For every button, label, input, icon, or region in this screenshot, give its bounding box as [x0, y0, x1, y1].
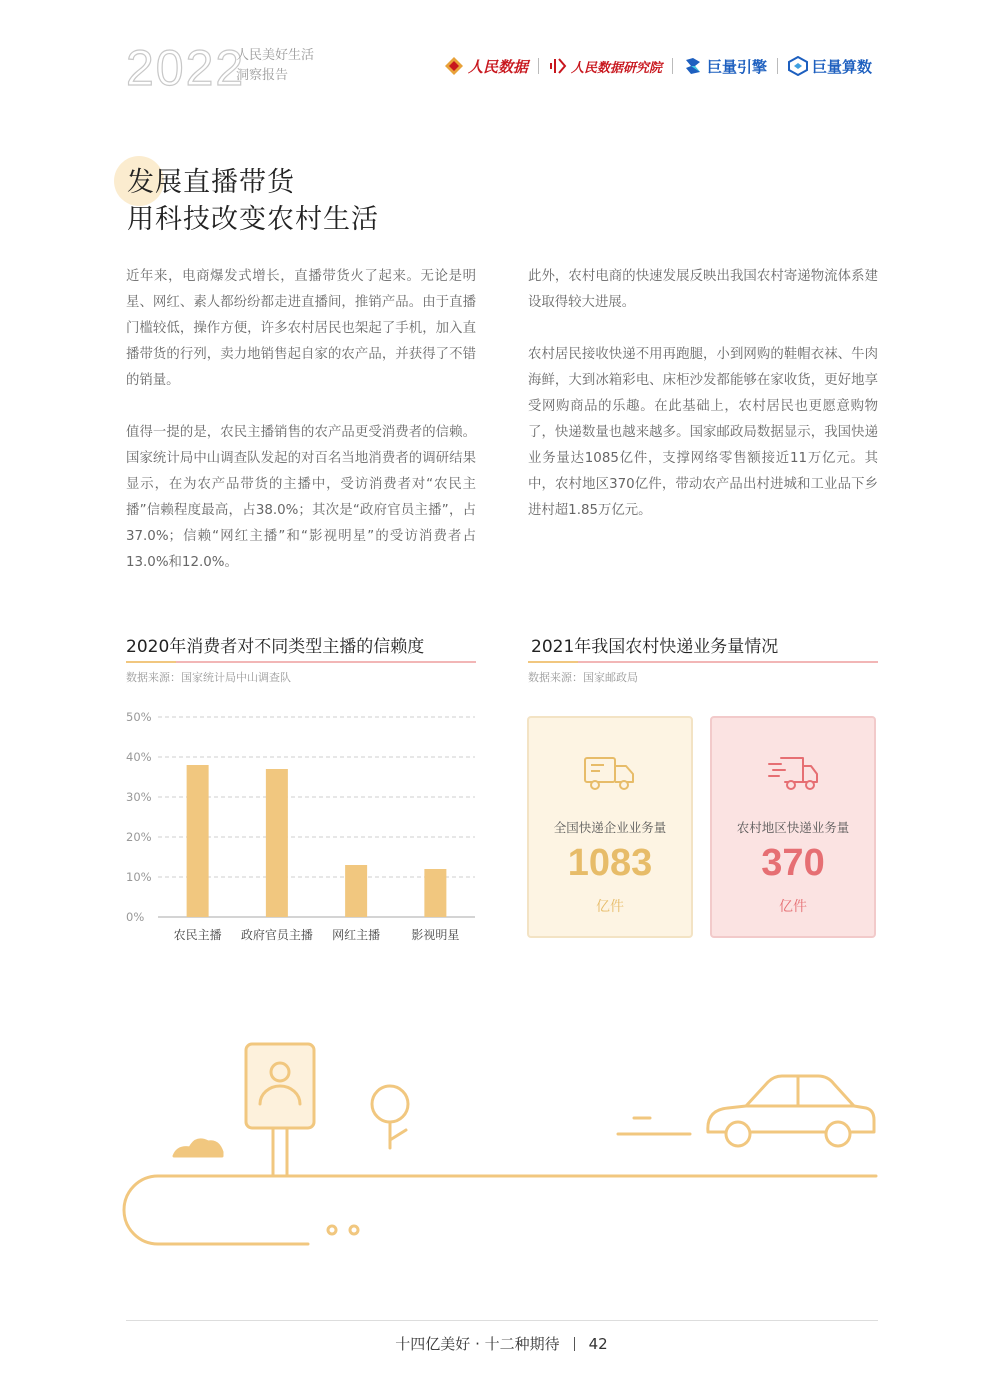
trust-bar-chart [120, 705, 485, 950]
footer-divider [126, 1320, 878, 1321]
logo-divider [777, 58, 778, 74]
express-title: 2021年我国农村快递业务量情况 [531, 637, 779, 657]
people-data-research-logo: 人民数据研究院 [549, 56, 662, 76]
tree-icon [372, 1086, 408, 1148]
bar [345, 865, 367, 917]
section-title-line2: 用科技改变农村生活 [127, 204, 379, 235]
people-data-logo: 人民数据 [444, 56, 528, 77]
y-tick-label: 0% [126, 910, 145, 924]
x-tick-label: 政府官员主播 [240, 928, 313, 942]
billboard-person-icon [246, 1044, 314, 1176]
paragraph-logistics: 此外，农村电商的快速发展反映出我国农村寄递物流体系建设取得较大进展。 [528, 269, 878, 310]
ocean-arithmetic-logo: 巨量算数 [788, 56, 872, 77]
bar [187, 765, 209, 917]
report-year: 2022 [126, 40, 246, 96]
express-source: 数据来源：国家邮政局 [528, 671, 638, 684]
stat-unit: 亿件 [779, 899, 807, 915]
bar [424, 869, 446, 917]
report-title-line1: 人民美好生活 [236, 48, 315, 63]
rural-road-illustration [118, 1036, 888, 1246]
people-data-research-icon [549, 56, 567, 76]
y-tick-label: 30% [126, 790, 152, 804]
road-dot [328, 1226, 336, 1234]
y-tick-label: 50% [126, 710, 152, 724]
x-tick-label: 农民主播 [173, 928, 222, 942]
car-icon [708, 1076, 874, 1146]
stat-unit: 亿件 [596, 899, 624, 915]
y-tick-label: 10% [126, 870, 152, 884]
ocean-engine-icon [683, 56, 703, 76]
paragraph-express: 农村居民接收快递不用再跑腿，小到网购的鞋帽衣袜、牛肉海鲜，大到冰箱彩电、床柜沙发都能够在家收货，更好地享受网购商品的乐趣。在此基础上，农村居民也更愿意购物了，快递数量也越来越多。国家邮政局数据显示，我国快递业务量达1085亿件，支撑网络零售额接近11万亿元。其中，农村地区370亿件，带动农产品出村进城和工业品下乡进村超1.85万亿元。 [528, 347, 878, 518]
road-dot [350, 1226, 358, 1234]
report-title-line2: 洞察报告 [236, 68, 289, 83]
page-number: 42 [588, 1335, 608, 1353]
stat-value: 1083 [567, 842, 653, 884]
chart-title-underline [126, 661, 476, 663]
chart-title: 2020年消费者对不同类型主播的信赖度 [126, 637, 425, 657]
stat-card-rural [710, 716, 876, 938]
stat-label: 农村地区快递业务量 [736, 820, 850, 835]
y-tick-label: 40% [126, 750, 152, 764]
cloud-icon [174, 1140, 222, 1156]
paragraph-livestream: 近年来，电商爆发式增长，直播带货火了起来。无论是明星、网红、素人都纷纷都走进直播间，推销产品。由于直播门槛较低，操作方便，许多农村居民也架起了手机，加入直播带货的行列，卖力地销售起自家的农产品，并获得了不错的销量。 [126, 269, 476, 388]
express-title-underline [528, 661, 878, 663]
ocean-arithmetic-icon [788, 56, 808, 76]
people-data-icon [444, 56, 464, 76]
delivery-truck-icon [582, 754, 638, 794]
footer-slogan: 十四亿美好 · 十二种期待 [395, 1335, 560, 1353]
bar [266, 769, 288, 917]
stat-card-national [527, 716, 693, 938]
section-title-line1: 发展直播带货 [127, 167, 295, 198]
fast-delivery-truck-icon [765, 754, 821, 794]
logo-divider [538, 58, 539, 74]
paragraph-trust: 值得一提的是，农民主播销售的农产品更受消费者的信赖。国家统计局中山调查队发起的对百名当地消费者的调研结果显示，在为农产品带货的主播中，受访消费者对“农民主播”信赖程度最高，占38.0%；其次是“政府官员主播”，占37.0%；信赖“网红主播”和“影视明星”的受访消费者占13.0%和12.0%。 [126, 425, 476, 570]
logo-divider [672, 58, 673, 74]
ocean-engine-logo: 巨量引擎 [683, 56, 767, 77]
stat-value: 370 [761, 842, 825, 884]
chart-source: 数据来源：国家统计局中山调查队 [126, 671, 291, 684]
road-line [124, 1176, 876, 1244]
y-tick-label: 20% [126, 830, 152, 844]
x-tick-label: 影视明星 [411, 928, 460, 942]
x-tick-label: 网红主播 [332, 928, 381, 942]
stat-label: 全国快递企业业务量 [553, 820, 667, 835]
partner-logos [444, 52, 872, 80]
footer-separator [574, 1337, 575, 1351]
footer [0, 1333, 1003, 1354]
